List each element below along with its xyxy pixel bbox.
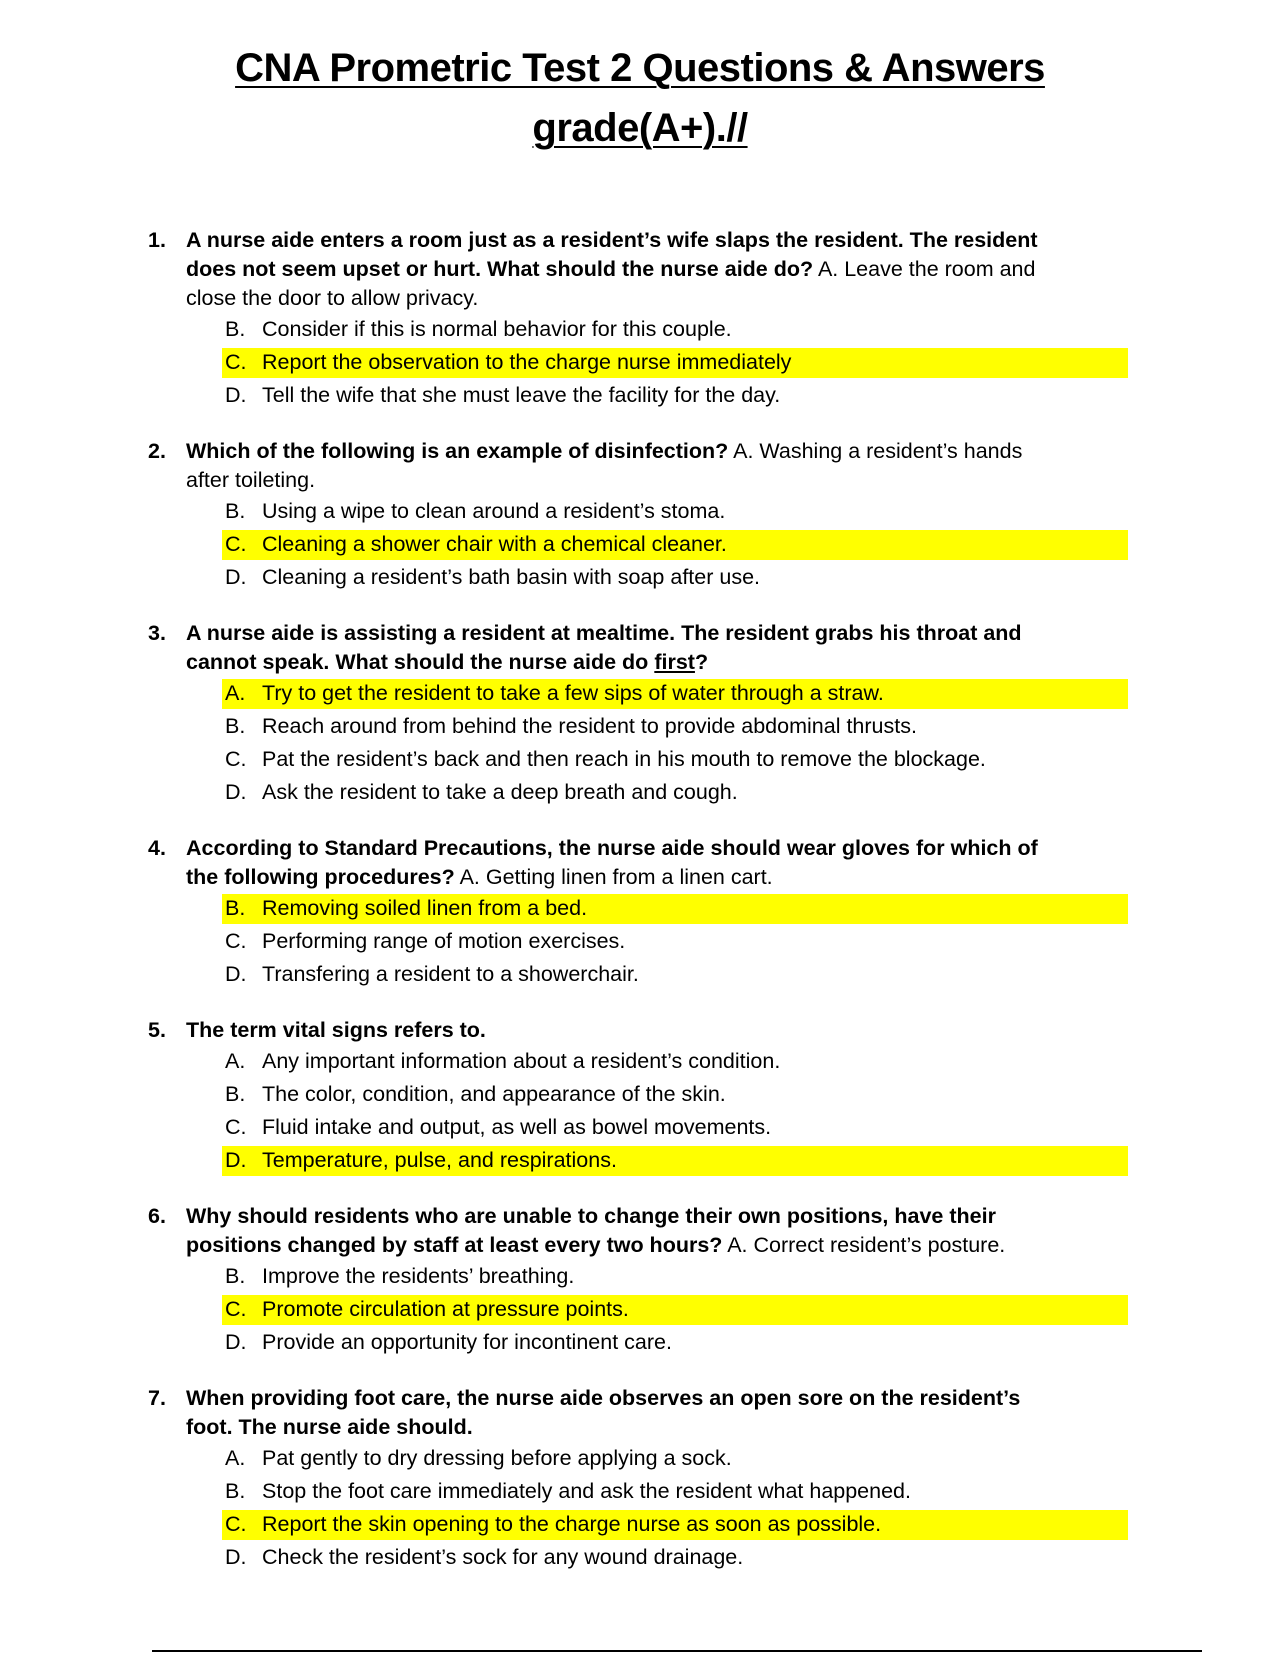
question-number: 6. bbox=[148, 1204, 166, 1228]
question-stem bbox=[0, 1202, 1066, 1260]
option-text: Reach around from behind the resident to provide abdominal thrusts. bbox=[262, 714, 917, 738]
option-text: Improve the residents’ breathing. bbox=[262, 1264, 575, 1288]
option-text: Any important information about a resident’s condition. bbox=[262, 1049, 781, 1073]
question-stem bbox=[0, 1016, 1066, 1045]
option-text: Check the resident’s sock for any wound drainage. bbox=[262, 1545, 744, 1569]
option-letter: A. bbox=[225, 1049, 246, 1073]
question-text: Which of the following is an example of disinfection? bbox=[186, 439, 729, 463]
answer-option bbox=[0, 313, 1280, 346]
question-text: The term vital signs refers to. bbox=[186, 1018, 486, 1042]
option-letter: D. bbox=[225, 962, 247, 986]
option-text: Provide an opportunity for incontinent care. bbox=[262, 1330, 672, 1354]
answer-option bbox=[0, 1326, 1280, 1359]
answer-option bbox=[0, 743, 1280, 776]
option-text: Report the observation to the charge nurse immediately bbox=[262, 350, 792, 374]
option-letter: B. bbox=[225, 1082, 246, 1106]
option-text: Performing range of motion exercises. bbox=[262, 929, 626, 953]
answer-option bbox=[0, 495, 1280, 528]
question-number: 4. bbox=[148, 836, 166, 860]
answer-option-correct bbox=[0, 892, 1280, 925]
option-letter: D. bbox=[225, 1330, 247, 1354]
option-letter: B. bbox=[225, 714, 246, 738]
question-text: Why should residents who are unable to change their own positions, have their positions changed by staff at least every two hours? bbox=[186, 1204, 996, 1257]
answer-option bbox=[0, 776, 1280, 809]
answer-option bbox=[0, 710, 1280, 743]
option-letter: B. bbox=[225, 896, 246, 920]
answer-option bbox=[0, 379, 1280, 412]
question-number: 1. bbox=[148, 228, 166, 252]
question-text-end: ? bbox=[694, 650, 709, 674]
option-letter: B. bbox=[225, 1264, 246, 1288]
question-item bbox=[0, 619, 1280, 809]
question-item bbox=[0, 1384, 1280, 1574]
answer-option bbox=[0, 1078, 1280, 1111]
question-item bbox=[0, 1016, 1280, 1177]
option-letter: C. bbox=[225, 532, 247, 556]
answer-option-correct bbox=[0, 1144, 1280, 1177]
question-number: 7. bbox=[148, 1386, 166, 1410]
answer-option bbox=[0, 958, 1280, 991]
answer-option-correct bbox=[0, 346, 1280, 379]
question-text: When providing foot care, the nurse aide observes an open sore on the resident’s foot. The nurse aide should. bbox=[186, 1386, 1021, 1439]
answer-option-correct bbox=[0, 677, 1280, 710]
option-text: Cleaning a resident’s bath basin with soap after use. bbox=[262, 565, 760, 589]
title-line-2: grade(A+).// bbox=[532, 106, 748, 150]
option-letter: D. bbox=[225, 565, 247, 589]
option-text: Cleaning a shower chair with a chemical cleaner. bbox=[262, 532, 727, 556]
option-letter: D. bbox=[225, 1545, 247, 1569]
option-text: Stop the foot care immediately and ask the resident what happened. bbox=[262, 1479, 911, 1503]
option-letter: A. bbox=[225, 1446, 246, 1470]
option-text: Fluid intake and output, as well as bowel movements. bbox=[262, 1115, 772, 1139]
answer-option-correct bbox=[0, 1508, 1280, 1541]
answer-option-correct bbox=[0, 528, 1280, 561]
option-text: Try to get the resident to take a few sips of water through a straw. bbox=[262, 681, 884, 705]
question-text: According to Standard Precautions, the nurse aide should wear gloves for which of the following procedures? bbox=[186, 836, 1038, 889]
option-letter: D. bbox=[225, 1148, 247, 1172]
option-letter: C. bbox=[225, 1115, 247, 1139]
question-stem bbox=[0, 226, 1066, 313]
question-number: 2. bbox=[148, 439, 166, 463]
option-text: Report the skin opening to the charge nurse as soon as possible. bbox=[262, 1512, 882, 1536]
answer-option-correct bbox=[0, 1293, 1280, 1326]
question-emphasis: first bbox=[654, 650, 695, 674]
option-text: Transfering a resident to a showerchair. bbox=[262, 962, 639, 986]
answer-option bbox=[0, 1475, 1280, 1508]
question-text: A nurse aide enters a room just as a resident’s wife slaps the resident. The resident does not seem upset or hurt. What should the nurse aide do? bbox=[186, 228, 1038, 281]
answer-option bbox=[0, 1260, 1280, 1293]
question-number: 3. bbox=[148, 621, 166, 645]
question-stem bbox=[0, 834, 1066, 892]
inline-answer-option: A. Washing a resident’s hands after toileting. bbox=[186, 439, 1023, 492]
question-stem bbox=[0, 437, 1066, 495]
answer-option bbox=[0, 925, 1280, 958]
option-letter: D. bbox=[225, 383, 247, 407]
inline-answer-option: A. Getting linen from a linen cart. bbox=[459, 865, 773, 889]
question-text: A nurse aide is assisting a resident at mealtime. The resident grabs his throat and cannot speak. What should the nurse aide do bbox=[186, 621, 1022, 674]
option-letter: C. bbox=[225, 747, 247, 771]
inline-answer-option: A. Leave the room and close the door to allow privacy. bbox=[186, 257, 1036, 310]
question-number: 5. bbox=[148, 1018, 166, 1042]
answer-option bbox=[0, 561, 1280, 594]
option-text: Pat gently to dry dressing before applying a sock. bbox=[262, 1446, 732, 1470]
answer-option bbox=[0, 1045, 1280, 1078]
question-list bbox=[0, 226, 1280, 1599]
title-line-1: CNA Prometric Test 2 Questions & Answers bbox=[235, 46, 1045, 90]
option-text: Ask the resident to take a deep breath and cough. bbox=[262, 780, 738, 804]
question-item bbox=[0, 834, 1280, 991]
answer-option bbox=[0, 1111, 1280, 1144]
option-letter: A. bbox=[225, 681, 246, 705]
option-text: Pat the resident’s back and then reach in his mouth to remove the blockage. bbox=[262, 747, 986, 771]
question-item bbox=[0, 437, 1280, 594]
option-text: Temperature, pulse, and respirations. bbox=[262, 1148, 617, 1172]
option-text: The color, condition, and appearance of the skin. bbox=[262, 1082, 726, 1106]
option-letter: D. bbox=[225, 780, 247, 804]
question-item bbox=[0, 1202, 1280, 1359]
option-text: Promote circulation at pressure points. bbox=[262, 1297, 629, 1321]
option-letter: B. bbox=[225, 317, 246, 341]
option-letter: C. bbox=[225, 1297, 247, 1321]
option-text: Using a wipe to clean around a resident’s stoma. bbox=[262, 499, 726, 523]
option-text: Consider if this is normal behavior for this couple. bbox=[262, 317, 732, 341]
option-letter: C. bbox=[225, 1512, 247, 1536]
option-letter: B. bbox=[225, 1479, 246, 1503]
answer-option bbox=[0, 1442, 1280, 1475]
question-stem bbox=[0, 619, 1066, 677]
page-title bbox=[150, 38, 1130, 158]
inline-answer-option: A. Correct resident’s posture. bbox=[727, 1233, 1006, 1257]
option-letter: B. bbox=[225, 499, 246, 523]
question-item bbox=[0, 226, 1280, 412]
option-text: Tell the wife that she must leave the facility for the day. bbox=[262, 383, 781, 407]
option-text: Removing soiled linen from a bed. bbox=[262, 896, 588, 920]
question-stem bbox=[0, 1384, 1066, 1442]
option-letter: C. bbox=[225, 350, 247, 374]
bottom-divider bbox=[152, 1650, 1202, 1652]
answer-option bbox=[0, 1541, 1280, 1574]
option-letter: C. bbox=[225, 929, 247, 953]
